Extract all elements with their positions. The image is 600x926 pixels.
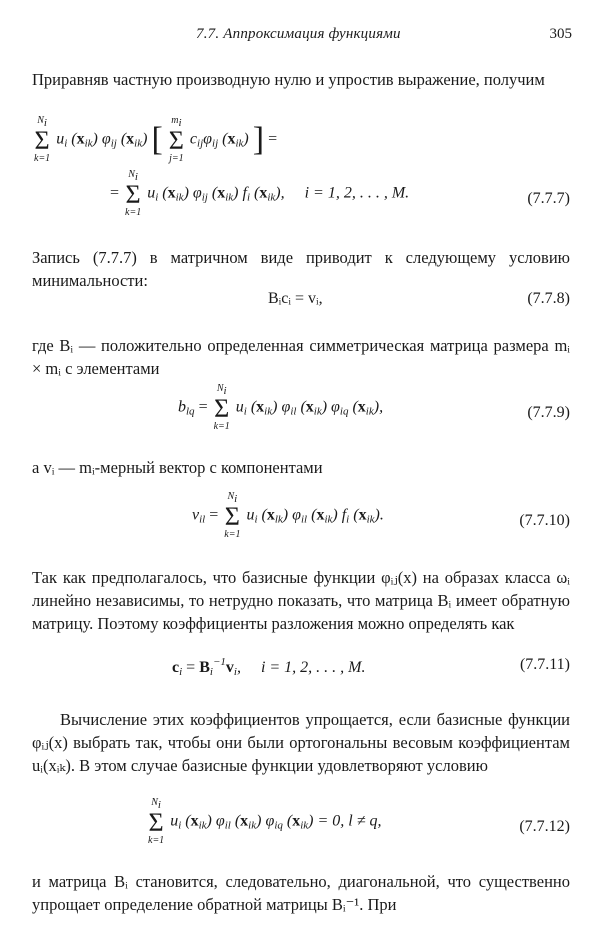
- paragraph-text: Запись (7.7.7) в матричном виде приводит к следующему условию минимальности:: [32, 248, 570, 290]
- paragraph-text: где Bᵢ — положительно определенная симметрическая матрица размера mᵢ × mᵢ с элементами: [32, 336, 570, 378]
- equation-7-7-8: Bᵢcᵢ = vᵢ,: [268, 290, 323, 307]
- equation-number: (7.7.11): [519, 656, 570, 673]
- paragraph-7: [32, 870, 570, 916]
- equation-number: (7.7.7): [527, 190, 570, 207]
- equation-range: i = 1, 2, . . . , M.: [260, 659, 366, 676]
- paragraph-text: Приравняв частную производную нулю и упростив выражение, получим: [32, 70, 545, 89]
- equation-7-7-12: Ni Σ k=1 $u_i$ $(x_{ik})$ $\varphi_{il}$ $(x_{ik})$ $\varphi_{iq}$ $(x_{ik}) = 0$, l ≠ q,: [148, 797, 382, 846]
- paragraph-text: и матрица Bᵢ становится, следовательно, диагональной, что существенно упрощает определение обратной матрицы Bᵢ⁻¹. При: [32, 872, 570, 914]
- equation-7-7-7-rhs: = Ni Σ k=1 $u_i$ $(x_{ik})$ $\varphi_{ij}$ $(x_{ik})$ $f_i$ $(x_{ik})$, i = 1, 2, . . . , M.: [110, 169, 410, 218]
- paragraph-6: [32, 708, 570, 777]
- equation-7-7-7-lhs: Ni Σ k=1 $u_i$ $(x_{ik})$ $\varphi_{ij}$ $(x_{ik})$ [ mi Σ j=1 $c_{ij}\varphi_{ij}$ $(x_{ik})$ ] =: [34, 115, 278, 164]
- paragraph-5: [32, 566, 570, 635]
- paragraph-2: [32, 246, 570, 292]
- equation-7-7-11: $c_i = B_i^{-1}v_i$, i = 1, 2, . . . , M.: [172, 656, 366, 678]
- paragraph-3: [32, 334, 570, 380]
- equation-number: (7.7.9): [527, 404, 570, 421]
- paragraph-4: [32, 456, 570, 479]
- section-title: 7.7. Аппроксимация функциями: [196, 26, 401, 42]
- paragraph-text: Так как предполагалось, что базисные функции φᵢⱼ(x) на образах класса ωᵢ линейно независимы, то нетрудно показать, что матрица Bᵢ имеет обратную матрицу. Поэтому коэффициенты разложения можно определять как: [32, 568, 570, 633]
- paragraph-1: [32, 68, 570, 91]
- equation-number: (7.7.12): [519, 818, 570, 835]
- equation-range: i = 1, 2, . . . , M.: [304, 184, 410, 202]
- page-number: 305: [549, 26, 572, 42]
- paragraph-text: а vᵢ — mᵢ-мерный вектор с компонентами: [32, 458, 323, 477]
- equation-condition: = 0, l ≠ q,: [317, 812, 382, 830]
- paragraph-text: Вычисление этих коэффициентов упрощается, если базисные функции φᵢⱼ(x) выбрать так, чтобы они были ортогональны весовым коэффициентам uᵢ(xᵢₖ). В этом случае базисные функции удовлетворяют условию: [32, 710, 570, 775]
- equation-7-7-9: $b_{lq}$ = Ni Σ k=1 $u_i$ $(x_{ik})$ $\varphi_{il}$ $(x_{ik})$ $\varphi_{iq}$ $(x_{ik})$,: [178, 383, 384, 432]
- running-header: [196, 26, 572, 48]
- equation-number: (7.7.8): [527, 290, 570, 307]
- equation-7-7-10: $v_{il}$ = Ni Σ k=1 $u_i$ $(x_{lk})$ $\varphi_{il}$ $(x_{ik})$ $f_i$ $(x_{ik})$.: [192, 491, 384, 540]
- equation-number: (7.7.10): [519, 512, 570, 529]
